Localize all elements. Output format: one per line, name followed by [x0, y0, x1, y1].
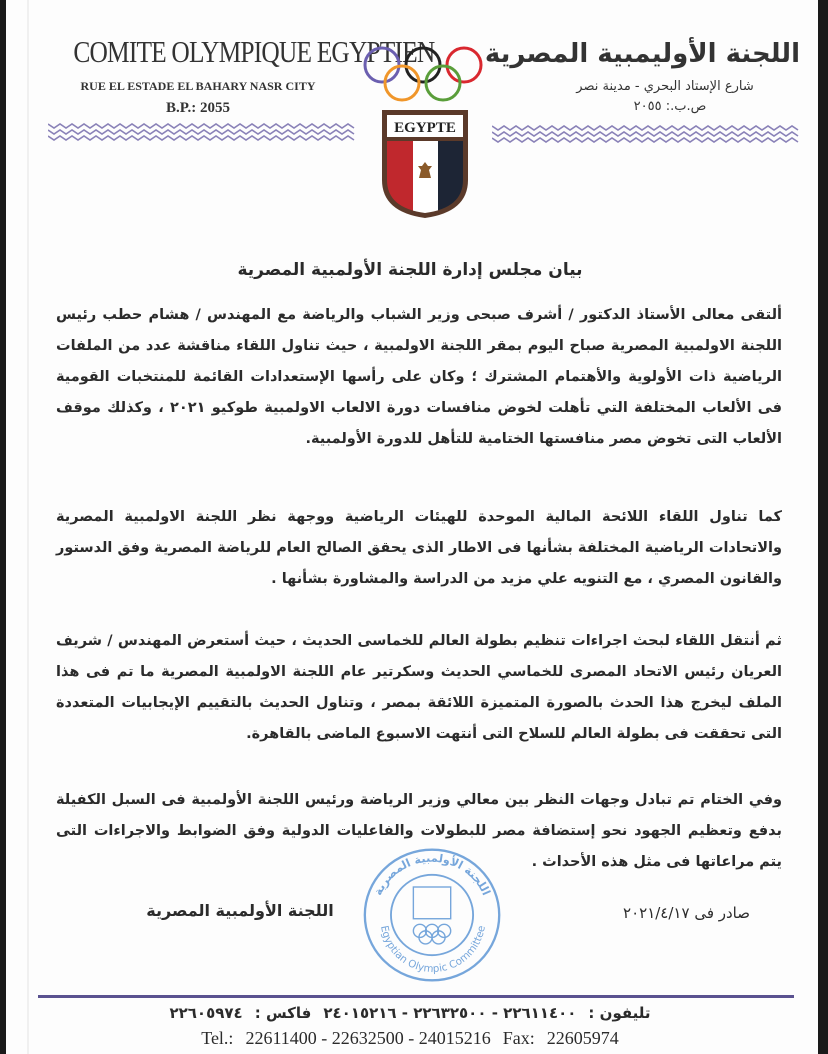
- scan-border: [818, 0, 828, 1054]
- fax-label-english: Fax:: [502, 1028, 535, 1048]
- zigzag-divider-left: [48, 120, 358, 144]
- letterhead-arabic-po-box: ص.ب.: ٢٠٥٥: [633, 99, 707, 114]
- letterhead-french-address: RUE EL ESTADE EL BAHARY NASR CITY: [80, 79, 316, 93]
- zigzag-line: [48, 124, 354, 128]
- letterhead-french-name: COMITE OLYMPIQUE EGYPTIEN: [73, 34, 435, 69]
- stamp-text-arabic: اللجنة الأولمبية المصرية: [371, 851, 493, 898]
- zigzag-line: [48, 130, 354, 134]
- phone-numbers-arabic: ٢٢٦١١٤٠٠ - ٢٢٦٣٢٥٠٠ - ٢٤٠١٥٢١٦: [323, 1004, 577, 1022]
- olympic-ring-black: [406, 48, 440, 82]
- olympic-ring-green: [426, 66, 460, 100]
- body-paragraph: وفي الختام تم تبادل وجهات النظر بين معالي وزير الرياضة ورئيس اللجنة الأولمبية فى السبل الكفيلة بدفع وتعظيم الجهود نحو إستضافة مصر للبطولات والفاعليات الدولية وفق الضوابط والاجراءات التى يتم مراعاتها فى مثل هذه الأحداث .: [56, 792, 782, 870]
- olympic-ring-red: [447, 48, 481, 82]
- body-paragraph: ثم أنتقل اللقاء لبحث اجراءات تنظيم بطولة العالم للخماسى الحديث ، حيث أستعرض المهندس / شريف العريان رئيس الاتحاد المصرى للخماسي الحديث وسكرتير عام اللجنة الاولمبية المصرية ما تم فى هذا الملف ليخرج هذا الحدث بالصورة المتميزة اللائقة بمصر ، وتناول الحديث بالتقييم الإيجابيات المتعددة التى تحققت فى بطولة العالم للسلاح التى أنتهت الاسبوع الماضى بالقاهرة.: [56, 633, 782, 742]
- page-edge: [27, 0, 29, 1054]
- egypt-olympic-emblem: [360, 30, 490, 220]
- olympic-ring-yellow: [385, 66, 419, 100]
- body-paragraph: ألتقى معالى الأستاذ الدكتور / أشرف صبحى وزير الشباب والرياضة مع المهندس / هشام حطب رئيس اللجنة الاولمبية المصرية صباح اليوم بمقر اللجنة الاولمبية ، حيث تناول اللقاء مناقشة عدد من الملفات الرياضية ذات الأولوية والأهتمام المشترك ؛ وكان على رأسها الإستعدادات القائمة للمنتخبات القومية فى الألعاب المختلفة التي تأهلت لخوض منافسات دورة الالعاب الاولمبية طوكيو ٢٠٢١ ، وكذلك موقف الألعاب التى تخوض مصر منافستها الختامية للتأهل للدورة الأولمبية.: [56, 307, 782, 447]
- egypte-shield: [382, 110, 468, 220]
- zigzag-divider-right: [492, 122, 802, 146]
- fax-number-english: 22605974: [546, 1028, 619, 1048]
- signature-committee: اللجنة الأولمبية المصرية: [146, 901, 334, 920]
- phone-numbers-english: 22611400 - 22632500 - 24015216: [245, 1028, 491, 1048]
- zigzag-line: [492, 132, 798, 136]
- zigzag-line: [48, 136, 354, 140]
- issue-date: صادر فى ٢٠٢١/٤/١٧: [623, 904, 750, 922]
- footer-contact-english: [110, 1027, 710, 1049]
- phone-label-arabic: تليفون :: [588, 1004, 651, 1022]
- shield-egypte-label: EGYPTE: [394, 120, 456, 136]
- footer-contact-arabic: [110, 1003, 710, 1023]
- official-stamp: [355, 845, 510, 985]
- letterhead-french-po-box: B.P.: 2055: [165, 100, 231, 116]
- fax-number-arabic: ٢٢٦٠٥٩٧٤: [169, 1004, 243, 1022]
- letterhead-arabic-address: شارع الإستاد البحري - مدينة نصر: [576, 79, 754, 94]
- letterhead-arabic-name: اللجنة الأوليمبية المصرية: [484, 39, 800, 69]
- olympic-ring-blue: [365, 48, 399, 82]
- stamp-text-english: Egyptian Olympic Committee: [378, 924, 488, 976]
- zigzag-line: [492, 126, 798, 130]
- fax-label-arabic: فاكس :: [254, 1004, 312, 1022]
- zigzag-line: [492, 138, 798, 142]
- document-title: بيان مجلس إدارة اللجنة الأولمبية المصرية: [237, 260, 583, 280]
- footer-divider: [38, 995, 794, 998]
- body-paragraph: كما تناول اللقاء اللائحة المالية الموحدة للهيئات الرياضية ووجهة نظر اللجنة الاولمبية المصرية والاتحادات الرياضية المختلفة بشأنها فى الاطار الذى يحقق الصالح العام للرياضة المصرية وفق الدستور والقانون المصري ، مع التنويه علي مزيد من الدراسة والمشاورة بشأنها .: [56, 509, 782, 587]
- phone-label-english: Tel.:: [201, 1028, 234, 1048]
